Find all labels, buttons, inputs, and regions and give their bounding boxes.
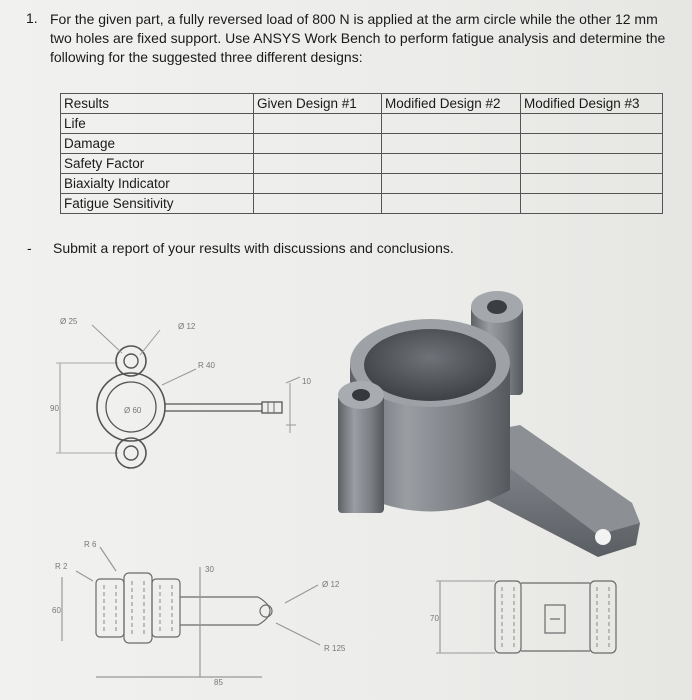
table-row: [61, 134, 663, 154]
dim-d60: Ø 60: [124, 406, 142, 415]
table-cell: [382, 174, 521, 194]
dim-l85: 85: [214, 678, 223, 687]
submit-instruction: Submit a report of your results with discussions and conclusions.: [53, 240, 454, 256]
table-cell: [254, 114, 382, 134]
dim-h90: 90: [50, 404, 59, 413]
header-results: Results: [61, 94, 254, 114]
question-number: 1.: [26, 10, 38, 26]
results-table: [60, 93, 663, 214]
table-row: [61, 194, 663, 214]
table-cell: [521, 114, 663, 134]
question-text: [50, 10, 690, 67]
row-label: Safety Factor: [61, 154, 254, 174]
row-label: Biaxialty Indicator: [61, 174, 254, 194]
table-row: [61, 174, 663, 194]
table-cell: [382, 134, 521, 154]
row-label: Life: [61, 114, 254, 134]
question-line: following for the suggested three different designs:: [50, 49, 363, 65]
question-line: For the given part, a fully reversed load of 800 N is applied at the arm circle while the other 12 mm: [50, 11, 658, 27]
dim-r6: R 6: [84, 540, 97, 549]
table-cell: [254, 134, 382, 154]
table-cell: [521, 134, 663, 154]
table-cell: [254, 174, 382, 194]
front-view: [56, 325, 300, 468]
end-view: [436, 581, 616, 653]
question-line: two holes are fixed support. Use ANSYS Work Bench to perform fatigue analysis and determine the: [50, 30, 666, 46]
header-design-2: Modified Design #2: [382, 94, 521, 114]
technical-drawing: [0, 285, 692, 700]
table-cell: [254, 154, 382, 174]
dim-r125: R 125: [324, 644, 346, 653]
table-cell: [521, 154, 663, 174]
table-cell: [382, 154, 521, 174]
dim-d25: Ø 25: [60, 317, 78, 326]
side-view: [62, 547, 320, 677]
dim-h60: 60: [52, 606, 61, 615]
row-label: Fatigue Sensitivity: [61, 194, 254, 214]
bullet-marker: -: [27, 240, 32, 256]
dim-t10: 10: [302, 377, 311, 386]
dim-d12-top: Ø 12: [178, 322, 196, 331]
row-label: Damage: [61, 134, 254, 154]
table-cell: [521, 194, 663, 214]
dim-w30: 30: [205, 565, 214, 574]
isometric-3d-part: [338, 291, 640, 557]
header-design-1: Given Design #1: [254, 94, 382, 114]
table-header-row: [61, 94, 663, 114]
dim-d12-side: Ø 12: [322, 580, 340, 589]
table-row: [61, 154, 663, 174]
table-row: [61, 114, 663, 134]
table-cell: [254, 194, 382, 214]
dim-h70: 70: [430, 614, 439, 623]
table-cell: [382, 114, 521, 134]
table-cell: [382, 194, 521, 214]
header-design-3: Modified Design #3: [521, 94, 663, 114]
dim-r40: R 40: [198, 361, 215, 370]
table-cell: [521, 174, 663, 194]
dim-r2: R 2: [55, 562, 68, 571]
